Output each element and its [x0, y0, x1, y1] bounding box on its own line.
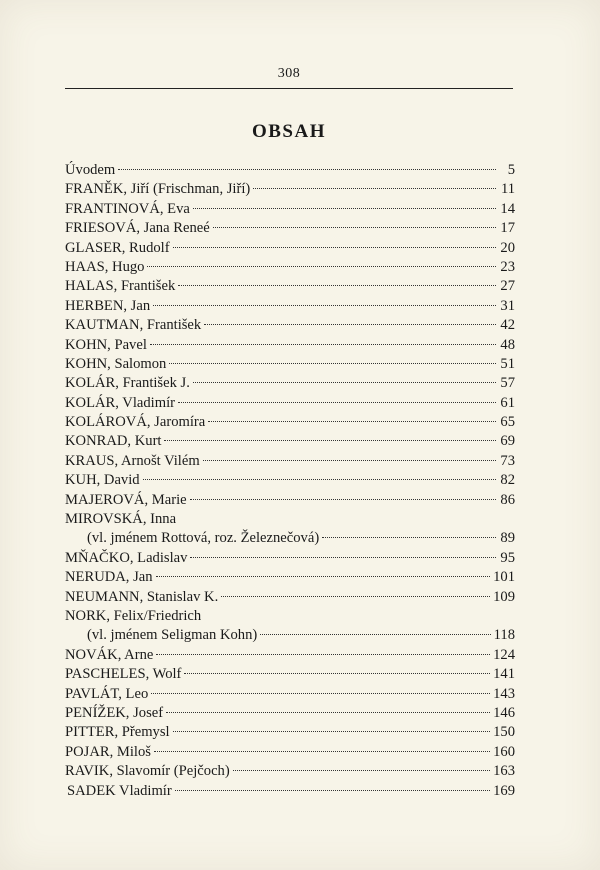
toc-entry-label: KONRAD, Kurt — [65, 433, 162, 450]
toc-entry-label: POJAR, Miloš — [65, 743, 151, 760]
page-number: 308 — [277, 66, 301, 81]
toc-entry-label: NOVÁK, Arne — [65, 646, 154, 663]
dot-leader — [178, 402, 496, 403]
toc-entry — [65, 685, 515, 704]
toc-entry-page: 82 — [500, 472, 515, 489]
toc-entry — [65, 607, 515, 626]
dot-leader — [221, 596, 490, 597]
toc-entry — [65, 510, 515, 529]
toc-entry-label: SADEK Vladimír — [67, 782, 172, 799]
toc-entry-label: NEUMANN, Stanislav K. — [65, 588, 219, 605]
dot-leader — [154, 751, 490, 752]
toc-entry-page: 69 — [500, 433, 515, 450]
toc-entry-label: RAVIK, Slavomír (Pejčoch) — [65, 763, 230, 780]
toc-entry — [65, 394, 515, 413]
toc-entry-label: (vl. jménem Seligman Kohn) — [87, 627, 258, 644]
toc-entry — [65, 239, 515, 258]
dot-leader — [190, 557, 496, 558]
toc-entry-page: 57 — [500, 375, 515, 392]
toc-entry — [65, 452, 515, 471]
dot-leader — [253, 188, 496, 189]
toc-entry-page: 27 — [500, 278, 515, 295]
dot-leader — [208, 421, 496, 422]
dot-leader — [178, 285, 496, 286]
toc-entry-label: PENÍŽEK, Josef — [65, 704, 164, 721]
toc-entry-page: 5 — [507, 162, 515, 178]
toc-entry-page: 17 — [500, 220, 515, 237]
toc-entry — [65, 161, 515, 180]
dot-leader — [233, 770, 490, 771]
toc-entry — [65, 180, 515, 199]
toc-entry-label: PITTER, Přemysl — [65, 724, 170, 741]
toc-entry-label: KOHN, Salomon — [65, 355, 167, 372]
toc-entry-label: FRANĚK, Jiří (Frischman, Jiří) — [65, 181, 251, 198]
toc-entry — [65, 297, 515, 316]
toc-entry-label: MAJEROVÁ, Marie — [65, 491, 187, 508]
dot-leader — [175, 790, 490, 791]
toc-entry — [65, 665, 515, 684]
toc-entry-label: HAAS, Hugo — [65, 258, 145, 275]
toc-entry-page: 11 — [500, 181, 515, 198]
toc-entry-label: MIROVSKÁ, Inna — [65, 511, 177, 528]
toc-entry-label: PAVLÁT, Leo — [65, 685, 149, 702]
toc-entry-page: 86 — [500, 491, 515, 508]
toc-entry-label: NERUDA, Jan — [65, 569, 153, 586]
toc-entry-label: PASCHELES, Wolf — [65, 666, 182, 683]
toc-entry-label: KUH, David — [65, 472, 140, 489]
toc-entry-page: 163 — [493, 763, 515, 780]
toc-entry-label: HALAS, František — [65, 278, 176, 295]
dot-leader — [151, 693, 490, 694]
toc-entry-label: KOHN, Pavel — [65, 336, 147, 353]
toc-entry-page: 61 — [500, 394, 515, 411]
toc-entry-page: 14 — [500, 200, 515, 217]
toc-entry-continuation — [65, 626, 515, 645]
toc-entry — [65, 762, 515, 781]
toc-entry-label: HERBEN, Jan — [65, 297, 151, 314]
toc-entry-label: KRAUS, Arnošt Vilém — [65, 452, 200, 469]
header-rule — [65, 88, 513, 89]
toc-entry-label: KOLÁR, Vladimír — [65, 394, 175, 411]
dot-leader — [184, 673, 490, 674]
toc-entry-page: 31 — [500, 297, 515, 314]
toc-entry-page: 48 — [500, 336, 515, 353]
toc-entry-page: 95 — [500, 549, 515, 566]
page-title: OBSAH — [251, 121, 327, 142]
toc-entry — [65, 432, 515, 451]
dot-leader — [156, 654, 490, 655]
toc-entry-label: GLASER, Rudolf — [65, 239, 170, 256]
toc-entry-page: 42 — [500, 317, 515, 334]
dot-leader — [260, 634, 490, 635]
toc-entry-page: 65 — [500, 414, 515, 431]
toc-entry — [65, 200, 515, 219]
toc-entry-page: 101 — [493, 569, 515, 586]
toc-entry — [65, 782, 515, 801]
toc-entry-continuation — [65, 529, 515, 548]
toc-entry-label: NORK, Felix/Friedrich — [65, 607, 202, 624]
toc-entry — [65, 723, 515, 742]
dot-leader — [322, 537, 496, 538]
dot-leader — [156, 576, 491, 577]
toc-entry-label: KOLÁROVÁ, Jaromíra — [65, 414, 206, 431]
toc-entry — [65, 374, 515, 393]
toc-entry — [65, 743, 515, 762]
dot-leader — [213, 227, 496, 228]
toc-entry-label: FRIESOVÁ, Jana Reneé — [65, 220, 210, 237]
toc-entry — [65, 413, 515, 432]
toc-entry — [65, 568, 515, 587]
toc-entry — [65, 316, 515, 335]
toc-entry-page: 20 — [500, 239, 515, 256]
dot-leader — [193, 382, 496, 383]
toc-entry — [65, 471, 515, 490]
toc-entry-page: 124 — [493, 646, 515, 663]
toc-entry-label: KOLÁR, František J. — [65, 375, 190, 392]
dot-leader — [153, 305, 496, 306]
toc-entry-page: 51 — [500, 355, 515, 372]
toc-entry-label: FRANTINOVÁ, Eva — [65, 200, 190, 217]
dot-leader — [193, 208, 496, 209]
dot-leader — [173, 247, 496, 248]
dot-leader — [164, 440, 496, 441]
toc-entry-page: 141 — [493, 666, 515, 683]
table-of-contents — [65, 161, 515, 801]
toc-entry — [65, 588, 515, 607]
toc-entry — [65, 704, 515, 723]
toc-entry — [65, 491, 515, 510]
dot-leader — [203, 460, 496, 461]
dot-leader — [190, 499, 496, 500]
toc-entry-page: 118 — [493, 627, 515, 644]
toc-entry — [65, 258, 515, 277]
toc-entry-label: (vl. jménem Rottová, roz. Železnečová) — [87, 530, 320, 547]
toc-entry-page: 146 — [493, 704, 515, 721]
dot-leader — [147, 266, 496, 267]
dot-leader — [150, 344, 496, 345]
dot-leader — [118, 169, 496, 170]
toc-entry — [65, 549, 515, 568]
toc-entry-label: Úvodem — [65, 162, 116, 178]
toc-entry — [65, 646, 515, 665]
dot-leader — [204, 324, 496, 325]
dot-leader — [143, 479, 496, 480]
toc-entry-page: 23 — [500, 258, 515, 275]
toc-entry-page: 109 — [493, 588, 515, 605]
toc-entry-page: 143 — [493, 685, 515, 702]
dot-leader — [169, 363, 496, 364]
toc-entry-label: KAUTMAN, František — [65, 317, 202, 334]
toc-entry — [65, 355, 515, 374]
toc-entry-page: 169 — [493, 782, 515, 799]
toc-entry — [65, 277, 515, 296]
dot-leader — [173, 731, 491, 732]
toc-entry — [65, 336, 515, 355]
toc-entry-label: MŇAČKO, Ladislav — [65, 549, 188, 566]
dot-leader — [166, 712, 490, 713]
toc-entry-page: 160 — [493, 743, 515, 760]
toc-entry-page: 150 — [493, 724, 515, 741]
toc-entry-page: 73 — [500, 452, 515, 469]
toc-entry — [65, 219, 515, 238]
toc-entry-page: 89 — [500, 530, 515, 547]
